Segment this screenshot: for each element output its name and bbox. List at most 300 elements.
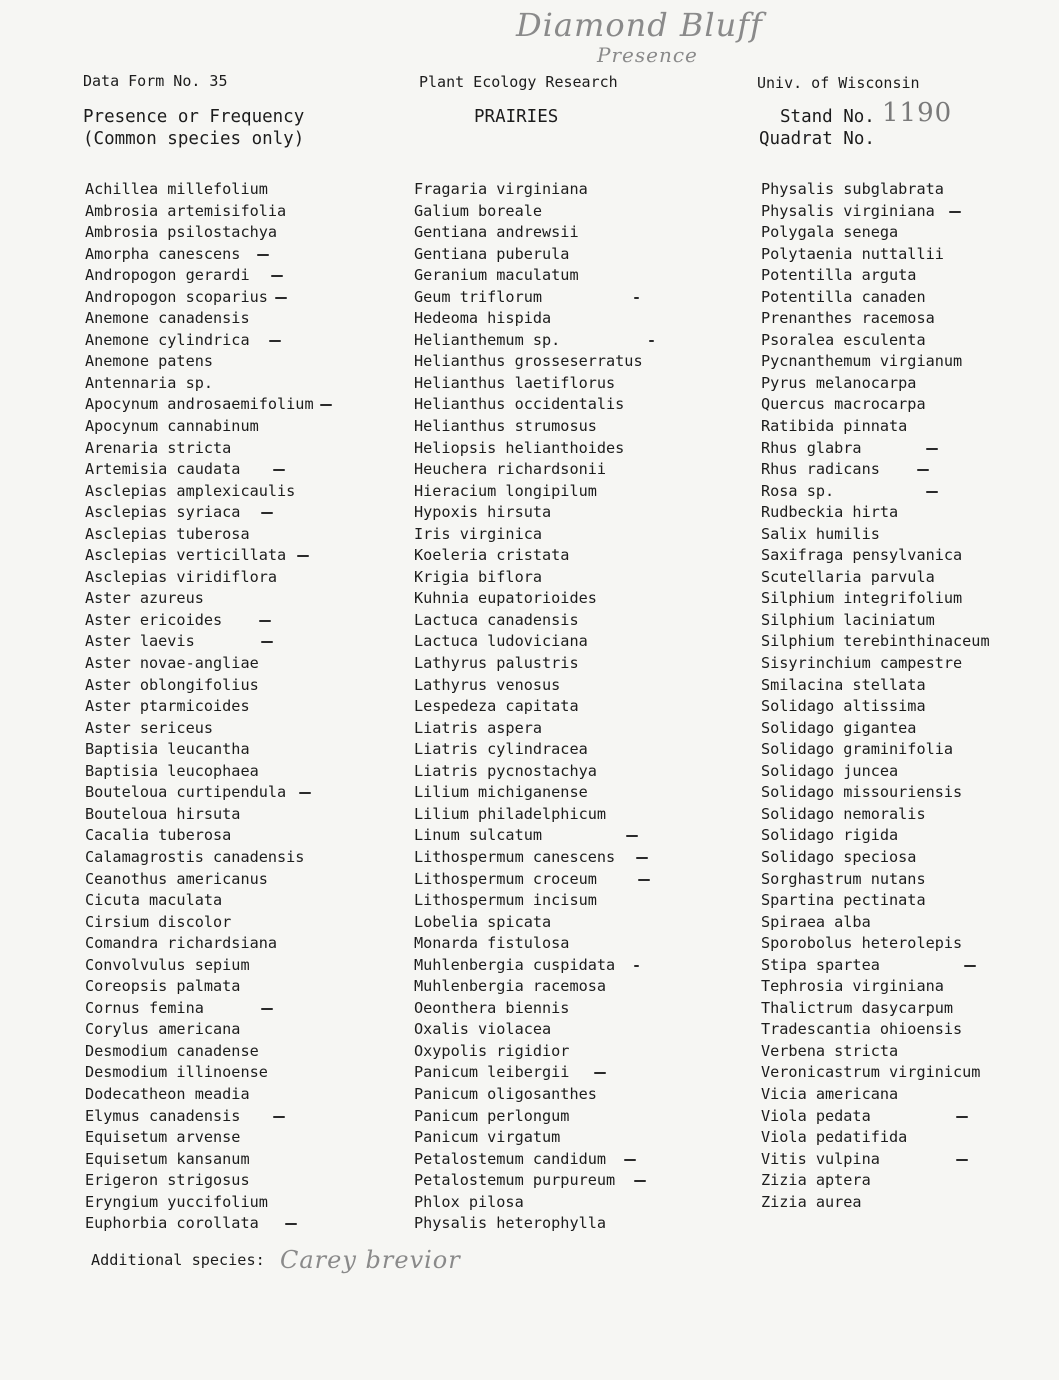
species-item <box>414 631 643 653</box>
species-item <box>85 998 314 1020</box>
species-name: Smilacina stellata <box>761 675 926 694</box>
presence-mark <box>285 1223 297 1225</box>
presence-mark <box>956 1116 968 1118</box>
species-item <box>761 804 990 826</box>
presence-mark <box>261 1008 273 1010</box>
species-name: Krigia biflora <box>414 567 543 586</box>
species-name: Liatris pycnostachya <box>414 761 597 780</box>
species-item <box>85 459 314 481</box>
species-name: Antennaria sp. <box>85 373 214 392</box>
species-item <box>761 201 990 223</box>
species-name: Lobelia spicata <box>414 912 552 931</box>
presence-mark <box>257 254 269 256</box>
species-item <box>85 847 314 869</box>
species-name: Lilium michiganense <box>414 783 588 802</box>
stand-label: Stand No. <box>780 107 875 127</box>
species-name: Physalis heterophylla <box>414 1214 607 1233</box>
species-name: Aster azureus <box>85 589 204 608</box>
species-item <box>414 890 643 912</box>
species-name: Eryngium yuccifolium <box>85 1192 268 1211</box>
species-name: Panicum perlongum <box>414 1106 570 1125</box>
species-item <box>414 373 643 395</box>
species-name: Comandra richardsiana <box>85 934 278 953</box>
species-item <box>85 933 314 955</box>
species-name: Elymus canadensis <box>85 1106 241 1125</box>
species-name: Lespedeza capitata <box>414 697 579 716</box>
species-name: Physalis virginiana <box>761 201 935 220</box>
species-item <box>85 890 314 912</box>
species-name: Phlox pilosa <box>414 1192 524 1211</box>
species-item <box>414 804 643 826</box>
species-item <box>85 631 314 653</box>
species-item <box>761 933 990 955</box>
species-name: Cacalia tuberosa <box>85 826 232 845</box>
species-item <box>85 825 314 847</box>
species-name: Andropogon gerardi <box>85 266 250 285</box>
species-item <box>85 416 314 438</box>
presence-mark <box>624 1159 636 1161</box>
species-name: Fragaria virginiana <box>414 180 588 198</box>
presence-mark <box>594 1072 606 1074</box>
species-name: Erigeron strigosus <box>85 1171 250 1190</box>
species-name: Polytaenia nuttallii <box>761 244 944 263</box>
presence-mark <box>926 491 938 493</box>
species-name: Physalis subglabrata <box>761 180 944 198</box>
species-item <box>85 1127 314 1149</box>
species-name: Petalostemum candidum <box>414 1149 607 1168</box>
handwritten-additional-species: Carey brevior <box>280 1246 461 1274</box>
species-name: Rosa sp. <box>761 481 835 500</box>
presence-mark <box>964 965 976 967</box>
species-name: Ceanothus americanus <box>85 869 268 888</box>
species-name: Silphium laciniatum <box>761 610 935 629</box>
species-item <box>414 287 643 309</box>
species-item <box>85 438 314 460</box>
species-item <box>761 1062 990 1084</box>
species-item <box>761 998 990 1020</box>
species-item <box>414 1041 643 1063</box>
species-name: Rhus glabra <box>761 438 862 457</box>
species-name: Panicum leibergii <box>414 1063 570 1082</box>
species-name: Scutellaria parvula <box>761 567 935 586</box>
species-name: Lathyrus venosus <box>414 675 561 694</box>
species-name: Muhlenbergia racemosa <box>414 977 607 996</box>
species-name: Solidago graminifolia <box>761 740 954 759</box>
presence-mark <box>299 792 311 794</box>
species-name: Dodecatheon meadia <box>85 1084 250 1103</box>
species-item <box>761 416 990 438</box>
species-item <box>414 265 643 287</box>
species-item <box>85 524 314 546</box>
species-name: Monarda fistulosa <box>414 934 570 953</box>
species-item <box>85 330 314 352</box>
species-item <box>761 265 990 287</box>
species-name: Asclepias tuberosa <box>85 524 250 543</box>
species-item <box>85 912 314 934</box>
species-item <box>761 524 990 546</box>
species-item <box>85 222 314 244</box>
presence-mark <box>917 469 929 471</box>
species-name: Bouteloua curtipendula <box>85 783 287 802</box>
species-item <box>414 761 643 783</box>
species-item <box>85 265 314 287</box>
species-name: Hieracium longipilum <box>414 481 597 500</box>
species-item <box>414 1192 643 1214</box>
species-name: Solidago rigida <box>761 826 899 845</box>
species-item <box>85 739 314 761</box>
species-name: Rudbeckia hirta <box>761 503 899 522</box>
species-name: Bouteloua hirsuta <box>85 804 241 823</box>
species-item <box>761 351 990 373</box>
species-item <box>85 696 314 718</box>
species-item <box>85 201 314 223</box>
species-item <box>85 545 314 567</box>
species-name: Psoralea esculenta <box>761 330 926 349</box>
species-item <box>414 718 643 740</box>
quadrat-label: Quadrat No. <box>759 129 875 149</box>
presence-mark <box>638 879 650 881</box>
species-name: Aster oblongifolius <box>85 675 259 694</box>
species-item <box>85 1019 314 1041</box>
species-name: Saxifraga pensylvanica <box>761 546 963 565</box>
species-item <box>85 1084 314 1106</box>
species-item <box>761 976 990 998</box>
species-name: Solidago gigantea <box>761 718 917 737</box>
species-item <box>761 739 990 761</box>
species-item <box>85 718 314 740</box>
species-name: Stipa spartea <box>761 955 880 974</box>
species-item <box>85 394 314 416</box>
species-item <box>414 1170 643 1192</box>
handwritten-stand: 1190 <box>882 98 953 128</box>
species-item <box>85 1170 314 1192</box>
species-name: Gentiana puberula <box>414 244 570 263</box>
presence-mark <box>320 404 332 406</box>
species-name: Koeleria cristata <box>414 546 570 565</box>
species-item <box>414 1019 643 1041</box>
species-item <box>761 1019 990 1041</box>
species-item <box>761 567 990 589</box>
species-item <box>414 782 643 804</box>
species-item <box>414 394 643 416</box>
species-name: Solidago speciosa <box>761 847 917 866</box>
species-name: Corylus americana <box>85 1020 241 1039</box>
species-name: Solidago juncea <box>761 761 899 780</box>
species-item <box>85 567 314 589</box>
species-item <box>761 610 990 632</box>
species-name: Amorpha canescens <box>85 244 241 263</box>
species-item <box>761 1106 990 1128</box>
species-name: Anemone patens <box>85 352 214 371</box>
species-name: Aster sericeus <box>85 718 214 737</box>
species-item <box>414 459 643 481</box>
species-name: Apocynum cannabinum <box>85 417 259 436</box>
species-name: Silphium terebinthinaceum <box>761 632 990 651</box>
species-name: Viola pedatifida <box>761 1128 908 1147</box>
species-item <box>414 1062 643 1084</box>
species-item <box>761 308 990 330</box>
species-item <box>761 955 990 977</box>
species-name: Zizia aptera <box>761 1171 871 1190</box>
species-name: Calamagrostis canadensis <box>85 847 305 866</box>
species-item <box>761 718 990 740</box>
species-name: Ratibida pinnata <box>761 417 908 436</box>
presence-mark <box>634 965 639 967</box>
species-name: Verbena stricta <box>761 1041 899 1060</box>
species-item <box>761 782 990 804</box>
form-title-line2: (Common species only) <box>83 129 305 149</box>
species-name: Helianthus laetiflorus <box>414 373 616 392</box>
species-name: Aster laevis <box>85 632 195 651</box>
species-name: Polygala senega <box>761 223 899 242</box>
species-name: Aster ericoides <box>85 610 223 629</box>
species-name: Lithospermum canescens <box>414 847 616 866</box>
species-name: Cicuta maculata <box>85 891 223 910</box>
species-name: Oxalis violacea <box>414 1020 552 1039</box>
presence-mark <box>271 275 283 277</box>
presence-mark <box>275 297 287 299</box>
species-item <box>414 308 643 330</box>
species-name: Aster novae-angliae <box>85 654 259 673</box>
species-name: Lithospermum incisum <box>414 891 597 910</box>
species-item <box>761 394 990 416</box>
presence-mark <box>634 297 639 299</box>
species-item <box>761 330 990 352</box>
species-item <box>414 244 643 266</box>
species-name: Muhlenbergia cuspidata <box>414 955 616 974</box>
species-name: Lilium philadelphicum <box>414 804 607 823</box>
handwritten-type: Presence <box>597 43 698 67</box>
species-item <box>761 631 990 653</box>
species-item <box>85 675 314 697</box>
species-name: Quercus macrocarpa <box>761 395 926 414</box>
species-item <box>761 438 990 460</box>
species-item <box>85 955 314 977</box>
presence-mark <box>261 641 273 643</box>
species-item <box>85 804 314 826</box>
species-item <box>85 1149 314 1171</box>
species-name: Helianthus grosseserratus <box>414 352 643 371</box>
presence-mark <box>259 620 271 622</box>
species-name: Thalictrum dasycarpum <box>761 998 954 1017</box>
presence-mark <box>269 340 281 342</box>
species-item <box>85 588 314 610</box>
species-item <box>85 1192 314 1214</box>
species-name: Potentilla canaden <box>761 287 926 306</box>
species-item <box>414 222 643 244</box>
university: Univ. of Wisconsin <box>757 74 920 92</box>
species-item <box>761 481 990 503</box>
species-name: Asclepias viridiflora <box>85 567 278 586</box>
species-name: Sisyrinchium campestre <box>761 654 963 673</box>
species-item <box>761 696 990 718</box>
species-item <box>85 179 314 201</box>
org-name: Plant Ecology Research <box>419 73 618 91</box>
species-name: Lactuca ludoviciana <box>414 632 588 651</box>
handwritten-site: Diamond Bluff <box>516 6 763 44</box>
species-name: Spiraea alba <box>761 912 871 931</box>
species-name: Euphorbia corollata <box>85 1214 259 1233</box>
species-item <box>761 653 990 675</box>
species-item <box>761 545 990 567</box>
species-name: Gentiana andrewsii <box>414 223 579 242</box>
species-item <box>414 912 643 934</box>
species-item <box>414 610 643 632</box>
species-name: Geum triflorum <box>414 287 543 306</box>
species-item <box>414 481 643 503</box>
species-name: Asclepias syriaca <box>85 503 241 522</box>
presence-mark <box>626 835 638 837</box>
species-name: Zizia aurea <box>761 1192 862 1211</box>
species-item <box>85 481 314 503</box>
species-name: Spartina pectinata <box>761 891 926 910</box>
species-item <box>414 179 643 201</box>
species-column-middle <box>414 179 643 1235</box>
species-item <box>761 222 990 244</box>
species-name: Vicia americana <box>761 1084 899 1103</box>
species-name: Panicum oligosanthes <box>414 1084 597 1103</box>
presence-mark <box>949 211 961 213</box>
species-name: Baptisia leucophaea <box>85 761 259 780</box>
species-item <box>85 351 314 373</box>
species-name: Prenanthes racemosa <box>761 309 935 328</box>
species-item <box>761 912 990 934</box>
species-name: Solidago missouriensis <box>761 783 963 802</box>
species-name: Helianthus strumosus <box>414 417 597 436</box>
species-name: Solidago nemoralis <box>761 804 926 823</box>
species-name: Sorghastrum nutans <box>761 869 926 888</box>
species-item <box>85 1213 314 1235</box>
presence-mark <box>634 1180 646 1182</box>
additional-species-label: Additional species: <box>91 1251 265 1269</box>
species-name: Anemone cylindrica <box>85 330 250 349</box>
species-item <box>761 890 990 912</box>
presence-mark <box>956 1159 968 1161</box>
species-item <box>761 179 990 201</box>
species-name: Geranium maculatum <box>414 266 579 285</box>
species-item <box>85 782 314 804</box>
species-name: Tephrosia virginiana <box>761 977 944 996</box>
species-name: Ambrosia artemisifolia <box>85 201 287 220</box>
species-item <box>414 416 643 438</box>
species-item <box>414 696 643 718</box>
species-item <box>85 308 314 330</box>
species-name: Galium boreale <box>414 201 543 220</box>
species-name: Liatris aspera <box>414 718 543 737</box>
species-item <box>414 438 643 460</box>
species-name: Hedeoma hispida <box>414 309 552 328</box>
species-item <box>85 653 314 675</box>
presence-mark <box>926 448 938 450</box>
species-item <box>414 567 643 589</box>
species-name: Equisetum kansanum <box>85 1149 250 1168</box>
species-item <box>761 675 990 697</box>
presence-mark <box>649 340 654 342</box>
species-item <box>761 1192 990 1214</box>
species-name: Oxypolis rigidior <box>414 1041 570 1060</box>
species-item <box>761 1084 990 1106</box>
species-item <box>85 610 314 632</box>
species-name: Equisetum arvense <box>85 1128 241 1147</box>
species-name: Apocynum androsaemifolium <box>85 395 314 414</box>
species-name: Helianthemum sp. <box>414 330 561 349</box>
species-item <box>761 869 990 891</box>
species-item <box>85 1106 314 1128</box>
species-name: Cornus femina <box>85 998 204 1017</box>
species-name: Silphium integrifolium <box>761 589 963 608</box>
species-name: Petalostemum purpureum <box>414 1171 616 1190</box>
species-name: Liatris cylindracea <box>414 740 588 759</box>
species-name: Lithospermum croceum <box>414 869 597 888</box>
species-item <box>414 524 643 546</box>
species-item <box>414 1127 643 1149</box>
species-name: Linum sulcatum <box>414 826 543 845</box>
species-item <box>85 869 314 891</box>
form-title <box>83 106 304 150</box>
species-item <box>85 761 314 783</box>
species-column-left <box>85 179 314 1235</box>
species-item <box>85 244 314 266</box>
species-item <box>414 976 643 998</box>
species-name: Artemisia caudata <box>85 460 241 479</box>
species-item <box>761 1041 990 1063</box>
species-name: Baptisia leucantha <box>85 740 250 759</box>
species-item <box>85 287 314 309</box>
species-item <box>414 1106 643 1128</box>
species-item <box>761 244 990 266</box>
species-item <box>85 502 314 524</box>
species-item <box>761 373 990 395</box>
species-item <box>414 1149 643 1171</box>
species-name: Helianthus occidentalis <box>414 395 625 414</box>
species-item <box>761 459 990 481</box>
species-item <box>414 933 643 955</box>
species-name: Pycnanthemum virgianum <box>761 352 963 371</box>
species-name: Coreopsis palmata <box>85 977 241 996</box>
species-name: Lathyrus palustris <box>414 654 579 673</box>
species-name: Iris virginica <box>414 524 543 543</box>
species-item <box>414 502 643 524</box>
species-name: Convolvulus sepium <box>85 955 250 974</box>
species-name: Hypoxis hirsuta <box>414 503 552 522</box>
species-item <box>761 1149 990 1171</box>
presence-mark <box>273 469 285 471</box>
category-title: PRAIRIES <box>474 107 559 127</box>
species-item <box>414 653 643 675</box>
species-name: Pyrus melanocarpa <box>761 373 917 392</box>
form-number: Data Form No. 35 <box>83 72 228 90</box>
species-name: Asclepias verticillata <box>85 546 287 565</box>
species-item <box>414 351 643 373</box>
species-item <box>85 373 314 395</box>
species-name: Potentilla arguta <box>761 266 917 285</box>
species-name: Achillea millefolium <box>85 180 268 198</box>
species-item <box>414 739 643 761</box>
species-column-right <box>761 179 990 1213</box>
species-item <box>414 330 643 352</box>
species-item <box>414 998 643 1020</box>
presence-mark <box>273 1116 285 1118</box>
species-item <box>414 675 643 697</box>
form-title-line1: Presence or Frequency <box>83 107 305 127</box>
species-item <box>414 825 643 847</box>
species-item <box>414 955 643 977</box>
species-item <box>761 1127 990 1149</box>
species-name: Heuchera richardsonii <box>414 460 607 479</box>
species-name: Cirsium discolor <box>85 912 232 931</box>
species-name: Veronicastrum virginicum <box>761 1063 981 1082</box>
species-item <box>414 545 643 567</box>
